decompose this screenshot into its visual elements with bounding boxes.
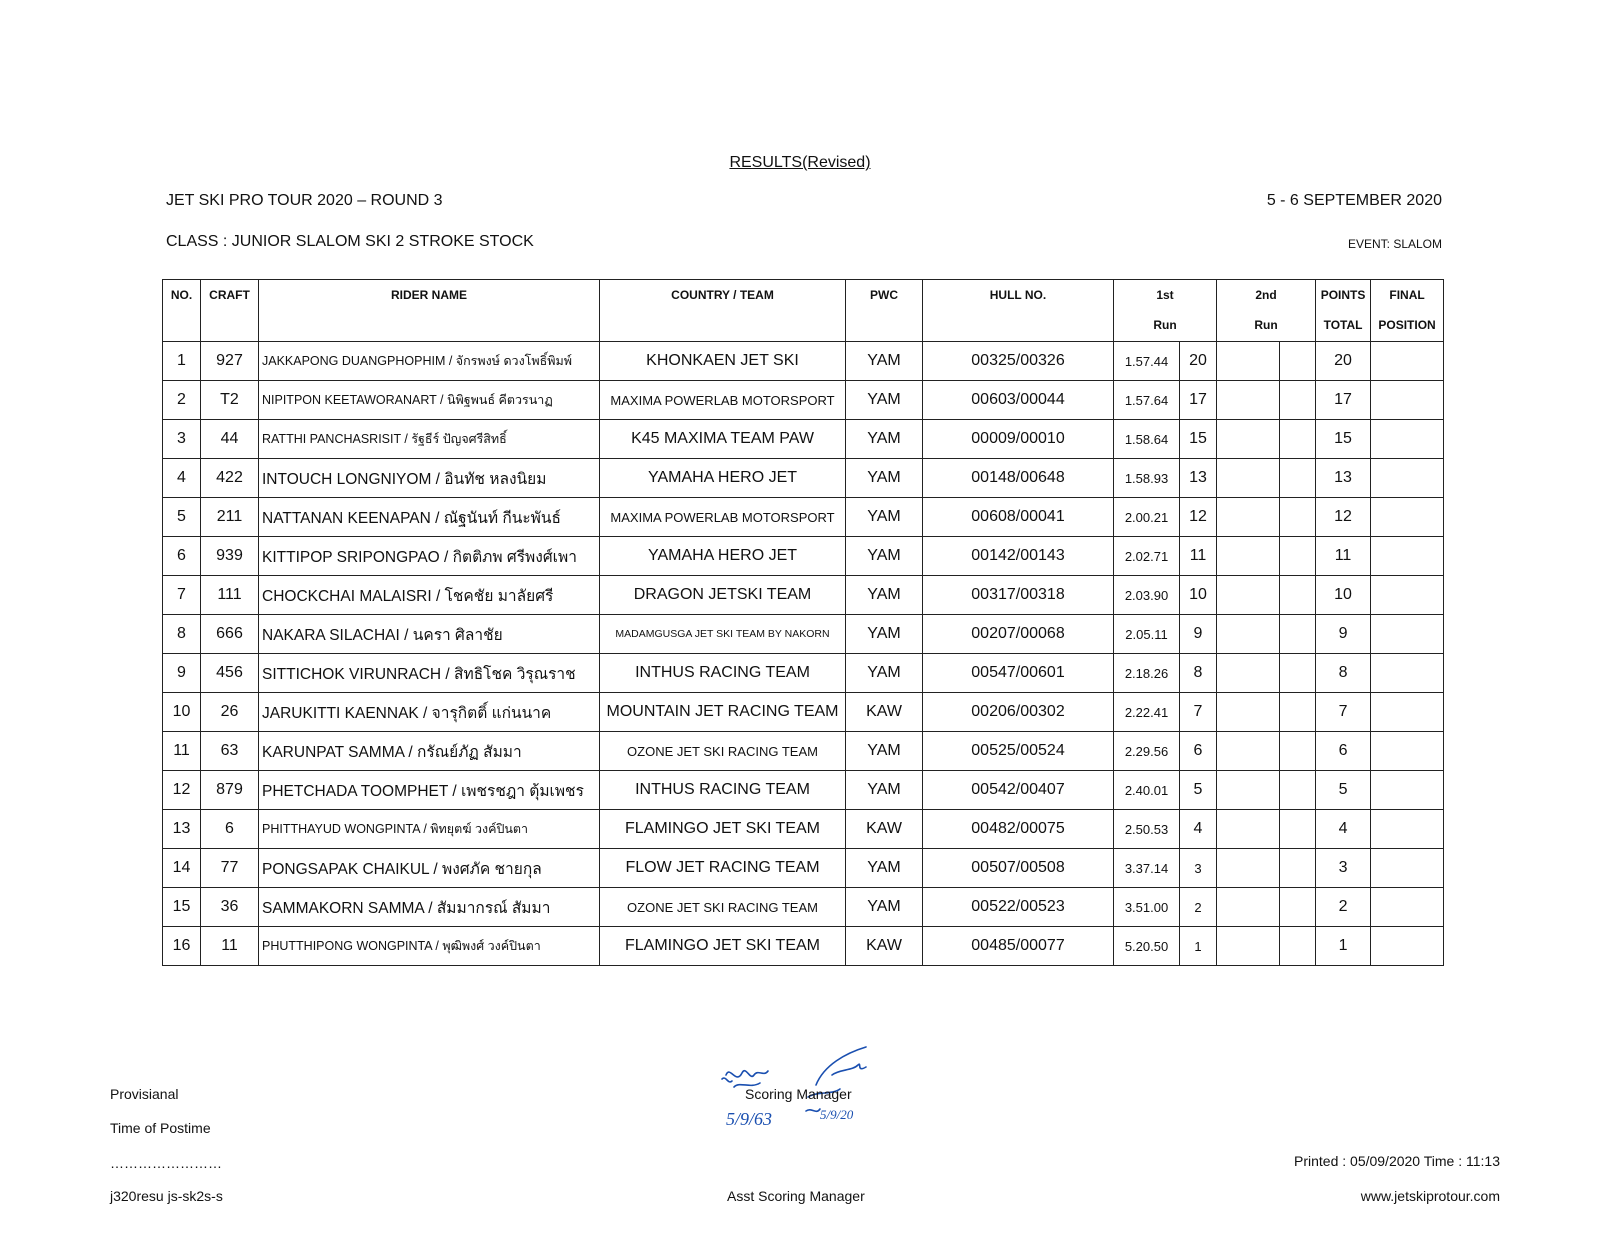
cell-hull-no: 00317/00318 — [923, 576, 1114, 615]
cell-craft: 11 — [201, 927, 259, 966]
cell-run1-time: 2.22.41 — [1114, 693, 1180, 732]
cell-hull-no: 00142/00143 — [923, 537, 1114, 576]
cell-no: 10 — [163, 693, 201, 732]
cell-run1-time: 2.00.21 — [1114, 498, 1180, 537]
cell-pwc: YAM — [846, 420, 923, 459]
cell-rider-name: RATTHI PANCHASRISIT / รัฐธีร์ ปัญจศรีสิทธิ์ — [259, 420, 600, 459]
table-row — [163, 810, 1444, 849]
cell-no: 9 — [163, 654, 201, 693]
cell-run2-points — [1280, 381, 1316, 420]
table-row — [163, 849, 1444, 888]
signature-stroke — [816, 1047, 866, 1085]
cell-run2-time — [1217, 654, 1280, 693]
cell-hull-no: 00507/00508 — [923, 849, 1114, 888]
cell-run1-time: 3.51.00 — [1114, 888, 1180, 927]
signature-stroke — [726, 1071, 768, 1077]
cell-points-total: 13 — [1316, 459, 1371, 498]
cell-team: DRAGON JETSKI TEAM — [600, 576, 846, 615]
cell-no: 2 — [163, 381, 201, 420]
cell-points-total: 1 — [1316, 927, 1371, 966]
table-row — [163, 498, 1444, 537]
cell-no: 4 — [163, 459, 201, 498]
header-country-team: COUNTRY / TEAM — [600, 280, 846, 342]
cell-run1-points: 4 — [1180, 810, 1217, 849]
cell-team: MADAMGUSGA JET SKI TEAM BY NAKORN — [600, 615, 846, 654]
cell-final-position — [1371, 732, 1444, 771]
cell-pwc: YAM — [846, 537, 923, 576]
cell-points-total: 10 — [1316, 576, 1371, 615]
cell-points-total: 11 — [1316, 537, 1371, 576]
cell-team: YAMAHA HERO JET — [600, 537, 846, 576]
cell-hull-no: 00207/00068 — [923, 615, 1114, 654]
header-points-total: POINTS TOTAL — [1316, 280, 1371, 342]
cell-rider-name: JAKKAPONG DUANGPHOPHIM / จักรพงษ์ ดวงโพธิ์พิมพ์ — [259, 342, 600, 381]
cell-rider-name: NAKARA SILACHAI / นครา ศิลาชัย — [259, 615, 600, 654]
cell-run2-time — [1217, 888, 1280, 927]
cell-run1-points: 20 — [1180, 342, 1217, 381]
cell-craft: 666 — [201, 615, 259, 654]
cell-points-total: 15 — [1316, 420, 1371, 459]
cell-team: MOUNTAIN JET RACING TEAM — [600, 693, 846, 732]
cell-rider-name: CHOCKCHAI MALAISRI / โชคชัย มาลัยศรี — [259, 576, 600, 615]
cell-craft: 422 — [201, 459, 259, 498]
cell-run1-points: 10 — [1180, 576, 1217, 615]
cell-final-position — [1371, 849, 1444, 888]
cell-craft: 211 — [201, 498, 259, 537]
signature-stroke — [722, 1078, 732, 1082]
cell-run1-points: 15 — [1180, 420, 1217, 459]
header-pwc: PWC — [846, 280, 923, 342]
cell-run1-time: 2.29.56 — [1114, 732, 1180, 771]
cell-rider-name: PHETCHADA TOOMPHET / เพชรชฎา ตุ้มเพชร — [259, 771, 600, 810]
table-row — [163, 732, 1444, 771]
cell-no: 15 — [163, 888, 201, 927]
header-final-position: FINAL POSITION — [1371, 280, 1444, 342]
cell-run1-points: 2 — [1180, 888, 1217, 927]
cell-run2-points — [1280, 849, 1316, 888]
cell-craft: 456 — [201, 654, 259, 693]
cell-run1-time: 2.50.53 — [1114, 810, 1180, 849]
cell-craft: 939 — [201, 537, 259, 576]
cell-run2-points — [1280, 537, 1316, 576]
cell-no: 14 — [163, 849, 201, 888]
cell-rider-name: SAMMAKORN SAMMA / สัมมากรณ์ สัมมา — [259, 888, 600, 927]
cell-final-position — [1371, 693, 1444, 732]
cell-final-position — [1371, 888, 1444, 927]
cell-run1-time: 1.57.64 — [1114, 381, 1180, 420]
cell-craft: 36 — [201, 888, 259, 927]
cell-run2-time — [1217, 810, 1280, 849]
header-craft: CRAFT — [201, 280, 259, 342]
cell-run2-time — [1217, 342, 1280, 381]
cell-no: 16 — [163, 927, 201, 966]
cell-run2-points — [1280, 732, 1316, 771]
cell-run1-points: 1 — [1180, 927, 1217, 966]
cell-pwc: YAM — [846, 615, 923, 654]
cell-run1-time: 2.02.71 — [1114, 537, 1180, 576]
cell-pwc: YAM — [846, 771, 923, 810]
cell-run2-points — [1280, 615, 1316, 654]
cell-run2-time — [1217, 771, 1280, 810]
cell-rider-name: INTOUCH LONGNIYOM / อินทัช หลงนิยม — [259, 459, 600, 498]
cell-final-position — [1371, 576, 1444, 615]
cell-team: OZONE JET SKI RACING TEAM — [600, 888, 846, 927]
table-row — [163, 927, 1444, 966]
cell-craft: 927 — [201, 342, 259, 381]
cell-points-total: 5 — [1316, 771, 1371, 810]
cell-hull-no: 00485/00077 — [923, 927, 1114, 966]
cell-team: K45 MAXIMA TEAM PAW — [600, 420, 846, 459]
website-link[interactable]: www.jetskiprotour.com — [1360, 1188, 1500, 1204]
cell-team: KHONKAEN JET SKI — [600, 342, 846, 381]
cell-run2-points — [1280, 498, 1316, 537]
cell-run1-points: 3 — [1180, 849, 1217, 888]
cell-no: 1 — [163, 342, 201, 381]
cell-no: 7 — [163, 576, 201, 615]
event-name: JET SKI PRO TOUR 2020 – ROUND 3 — [166, 192, 443, 209]
table-row — [163, 888, 1444, 927]
cell-pwc: YAM — [846, 381, 923, 420]
cell-run1-points: 9 — [1180, 615, 1217, 654]
cell-hull-no: 00148/00648 — [923, 459, 1114, 498]
cell-team: YAMAHA HERO JET — [600, 459, 846, 498]
signature-stroke — [806, 1109, 820, 1111]
cell-no: 5 — [163, 498, 201, 537]
cell-hull-no: 00542/00407 — [923, 771, 1114, 810]
results-table — [162, 279, 1444, 966]
cell-hull-no: 00525/00524 — [923, 732, 1114, 771]
table-row — [163, 342, 1444, 381]
cell-hull-no: 00547/00601 — [923, 654, 1114, 693]
header-no: NO. — [163, 280, 201, 342]
cell-run1-time: 2.18.26 — [1114, 654, 1180, 693]
cell-craft: T2 — [201, 381, 259, 420]
cell-pwc: YAM — [846, 498, 923, 537]
cell-team: FLOW JET RACING TEAM — [600, 849, 846, 888]
cell-run2-points — [1280, 927, 1316, 966]
cell-run2-time — [1217, 732, 1280, 771]
cell-pwc: YAM — [846, 732, 923, 771]
cell-run2-time — [1217, 537, 1280, 576]
cell-run2-points — [1280, 693, 1316, 732]
cell-run2-points — [1280, 888, 1316, 927]
signature-stroke — [832, 1064, 866, 1075]
cell-run2-time — [1217, 498, 1280, 537]
cell-run2-points — [1280, 420, 1316, 459]
cell-final-position — [1371, 810, 1444, 849]
cell-run1-points: 8 — [1180, 654, 1217, 693]
table-row — [163, 537, 1444, 576]
cell-no: 8 — [163, 615, 201, 654]
cell-no: 13 — [163, 810, 201, 849]
cell-run2-points — [1280, 459, 1316, 498]
cell-run2-time — [1217, 576, 1280, 615]
cell-run2-points — [1280, 342, 1316, 381]
cell-run1-time: 3.37.14 — [1114, 849, 1180, 888]
cell-run1-points: 5 — [1180, 771, 1217, 810]
cell-final-position — [1371, 771, 1444, 810]
asst-scoring-manager-label: Asst Scoring Manager — [727, 1188, 865, 1204]
cell-craft: 77 — [201, 849, 259, 888]
cell-final-position — [1371, 927, 1444, 966]
cell-pwc: KAW — [846, 693, 923, 732]
cell-run1-time: 5.20.50 — [1114, 927, 1180, 966]
cell-hull-no: 00325/00326 — [923, 342, 1114, 381]
cell-team: FLAMINGO JET SKI TEAM — [600, 927, 846, 966]
class-line: CLASS : JUNIOR SLALOM SKI 2 STROKE STOCK — [166, 233, 534, 250]
cell-points-total: 8 — [1316, 654, 1371, 693]
table-row — [163, 576, 1444, 615]
cell-hull-no: 00482/00075 — [923, 810, 1114, 849]
cell-no: 12 — [163, 771, 201, 810]
cell-team: OZONE JET SKI RACING TEAM — [600, 732, 846, 771]
table-row — [163, 459, 1444, 498]
cell-points-total: 9 — [1316, 615, 1371, 654]
header-rider-name: RIDER NAME — [259, 280, 600, 342]
dotted-line: …………………… — [110, 1155, 222, 1171]
cell-points-total: 7 — [1316, 693, 1371, 732]
cell-pwc: YAM — [846, 654, 923, 693]
cell-run1-points: 6 — [1180, 732, 1217, 771]
cell-pwc: YAM — [846, 342, 923, 381]
cell-run1-points: 13 — [1180, 459, 1217, 498]
cell-points-total: 20 — [1316, 342, 1371, 381]
signature-date-right: 5/9/20 — [820, 1107, 854, 1122]
cell-rider-name: PHITTHAYUD WONGPINTA / พิทยุตฆ์ วงค์ปินตา — [259, 810, 600, 849]
cell-no: 11 — [163, 732, 201, 771]
cell-rider-name: SITTICHOK VIRUNRACH / สิทธิโชค วิรุณราช — [259, 654, 600, 693]
cell-final-position — [1371, 420, 1444, 459]
cell-pwc: YAM — [846, 849, 923, 888]
cell-team: INTHUS RACING TEAM — [600, 771, 846, 810]
cell-points-total: 4 — [1316, 810, 1371, 849]
cell-run2-time — [1217, 615, 1280, 654]
cell-final-position — [1371, 381, 1444, 420]
cell-craft: 879 — [201, 771, 259, 810]
cell-run2-points — [1280, 810, 1316, 849]
table-row — [163, 693, 1444, 732]
table-row — [163, 420, 1444, 459]
cell-craft: 6 — [201, 810, 259, 849]
cell-points-total: 17 — [1316, 381, 1371, 420]
cell-rider-name: PHUTTHIPONG WONGPINTA / พุฒิพงศ์ วงค์ปินตา — [259, 927, 600, 966]
cell-final-position — [1371, 342, 1444, 381]
cell-rider-name: NIPITPON KEETAWORANART / นิพิฐพนธ์ คีตวรนาฏ — [259, 381, 600, 420]
cell-points-total: 2 — [1316, 888, 1371, 927]
cell-craft: 44 — [201, 420, 259, 459]
cell-rider-name: KARUNPAT SAMMA / กรัณย์ภัฏ สัมมา — [259, 732, 600, 771]
cell-final-position — [1371, 615, 1444, 654]
cell-rider-name: NATTANAN KEENAPAN / ณัฐนันท์ กีนะพันธ์ — [259, 498, 600, 537]
cell-hull-no: 00206/00302 — [923, 693, 1114, 732]
cell-run2-points — [1280, 771, 1316, 810]
cell-run2-time — [1217, 693, 1280, 732]
cell-run1-time: 2.05.11 — [1114, 615, 1180, 654]
cell-run2-time — [1217, 459, 1280, 498]
cell-points-total: 12 — [1316, 498, 1371, 537]
cell-no: 3 — [163, 420, 201, 459]
cell-run2-time — [1217, 420, 1280, 459]
table-row — [163, 771, 1444, 810]
cell-run1-time: 2.40.01 — [1114, 771, 1180, 810]
results-body — [163, 342, 1444, 966]
cell-team: FLAMINGO JET SKI TEAM — [600, 810, 846, 849]
cell-craft: 26 — [201, 693, 259, 732]
cell-run1-points: 12 — [1180, 498, 1217, 537]
cell-pwc: YAM — [846, 888, 923, 927]
cell-hull-no: 00009/00010 — [923, 420, 1114, 459]
table-row — [163, 381, 1444, 420]
signature-date-left: 5/9/63 — [726, 1109, 773, 1129]
cell-run1-points: 17 — [1180, 381, 1217, 420]
event-dates: 5 - 6 SEPTEMBER 2020 — [1266, 192, 1442, 209]
cell-run1-time: 2.03.90 — [1114, 576, 1180, 615]
header-second-run: 2nd Run — [1217, 280, 1316, 342]
event-type: EVENT: SLALOM — [1347, 237, 1442, 251]
cell-run1-points: 11 — [1180, 537, 1217, 576]
cell-rider-name: PONGSAPAK CHAIKUL / พงศภัค ชายกุล — [259, 849, 600, 888]
cell-final-position — [1371, 459, 1444, 498]
cell-rider-name: KITTIPOP SRIPONGPAO / กิตติภพ ศรีพงศ์เพา — [259, 537, 600, 576]
table-row — [163, 615, 1444, 654]
cell-run2-points — [1280, 576, 1316, 615]
cell-run1-time: 1.57.44 — [1114, 342, 1180, 381]
cell-run1-time: 1.58.93 — [1114, 459, 1180, 498]
cell-run2-time — [1217, 849, 1280, 888]
cell-final-position — [1371, 537, 1444, 576]
cell-run2-points — [1280, 654, 1316, 693]
cell-team: INTHUS RACING TEAM — [600, 654, 846, 693]
cell-pwc: KAW — [846, 810, 923, 849]
cell-run1-time: 1.58.64 — [1114, 420, 1180, 459]
cell-final-position — [1371, 498, 1444, 537]
cell-points-total: 6 — [1316, 732, 1371, 771]
cell-team: MAXIMA POWERLAB MOTORSPORT — [600, 381, 846, 420]
header-first-run: 1st Run — [1114, 280, 1217, 342]
header-hull-no: HULL NO. — [923, 280, 1114, 342]
cell-pwc: YAM — [846, 576, 923, 615]
printed-timestamp: Printed : 05/09/2020 Time : 11:13 — [1294, 1153, 1500, 1169]
time-of-postime-label: Time of Postime — [110, 1120, 211, 1136]
scoring-manager-label: Scoring Manager — [745, 1086, 852, 1102]
cell-points-total: 3 — [1316, 849, 1371, 888]
cell-run2-time — [1217, 927, 1280, 966]
cell-hull-no: 00608/00041 — [923, 498, 1114, 537]
table-row — [163, 654, 1444, 693]
cell-hull-no: 00522/00523 — [923, 888, 1114, 927]
cell-no: 6 — [163, 537, 201, 576]
cell-final-position — [1371, 654, 1444, 693]
cell-run1-points: 7 — [1180, 693, 1217, 732]
cell-pwc: KAW — [846, 927, 923, 966]
results-title: RESULTS(Revised) — [729, 154, 871, 171]
provisional-label: Provisianal — [110, 1086, 179, 1102]
table-header-row — [163, 280, 1444, 342]
cell-rider-name: JARUKITTI KAENNAK / จารุกิตติ์ แก่นนาค — [259, 693, 600, 732]
cell-craft: 111 — [201, 576, 259, 615]
cell-hull-no: 00603/00044 — [923, 381, 1114, 420]
cell-pwc: YAM — [846, 459, 923, 498]
cell-run2-time — [1217, 381, 1280, 420]
cell-team: MAXIMA POWERLAB MOTORSPORT — [600, 498, 846, 537]
cell-craft: 63 — [201, 732, 259, 771]
document-code: j320resu js-sk2s-s — [110, 1188, 223, 1204]
